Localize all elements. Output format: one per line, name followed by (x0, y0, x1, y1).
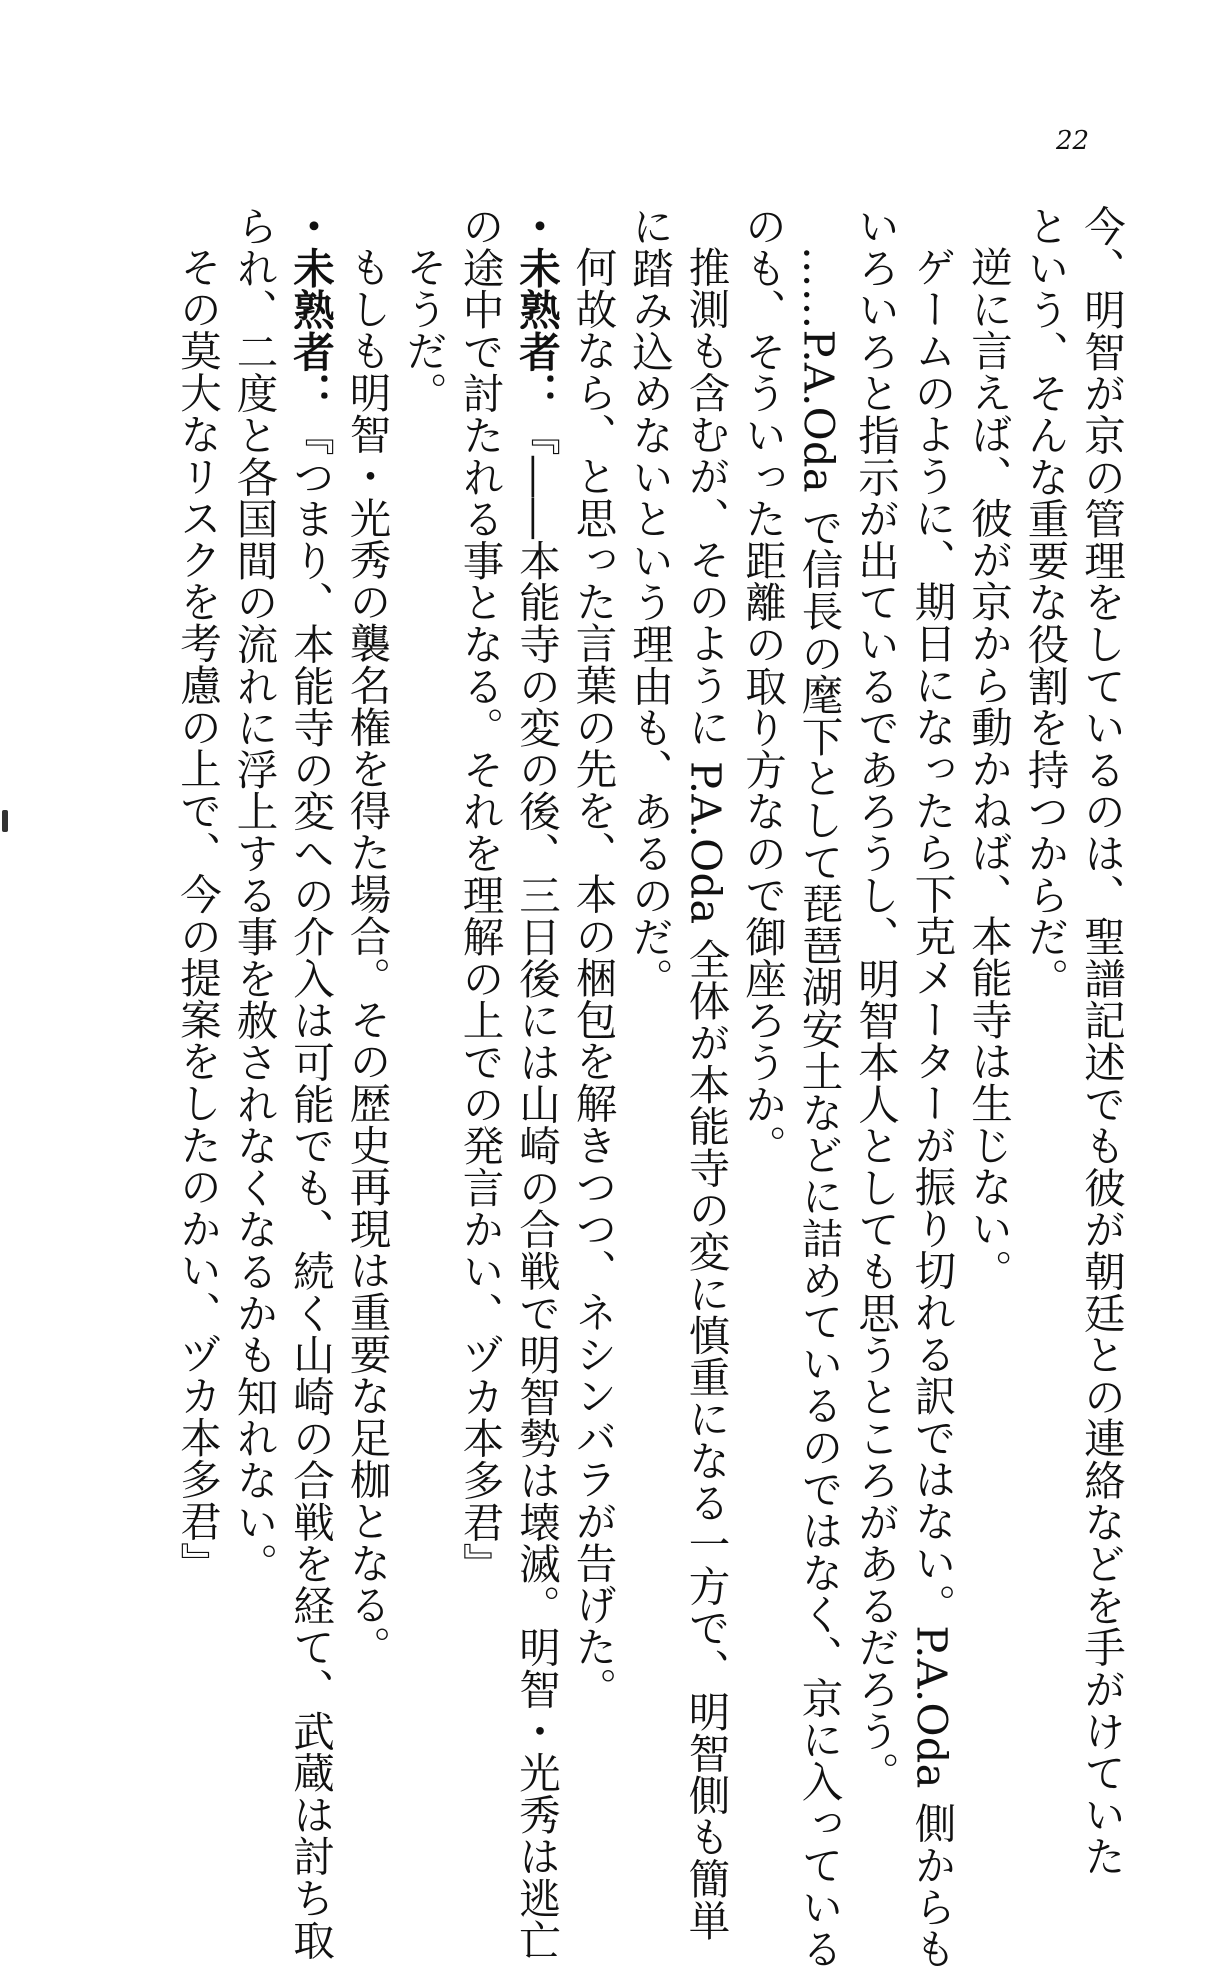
text-line (169, 205, 226, 1595)
text-line (1016, 205, 1073, 1595)
line-text: ゲームのように、期日になったら下克メーターが振り切れる訳ではない。P.A.Oda 側からも (907, 246, 957, 1969)
line-text: 『つまり、本能寺の変への介入は可能でも、続く山崎の合戦を経て、武蔵は討ち取 (286, 414, 335, 1961)
line-text: もしも明智・光秀の襲名権を得た場合。その歴史再現は重要な足枷となる。 (342, 246, 392, 1668)
line-text: 『――本能寺の変の後、三日後には山崎の合戦で明智勢は壊滅。明智・光秀は逃亡 (512, 414, 561, 1961)
text-line (847, 205, 904, 1794)
text-line (903, 205, 960, 1969)
text-line (734, 205, 791, 1595)
speaker-label: ・未熟者： (512, 205, 561, 414)
text-line (451, 205, 508, 1595)
text-line (508, 205, 565, 1961)
line-text: という、そんな重要な役割を持つからだ。 (1020, 205, 1070, 1000)
line-text: 何故なら、と思った言葉の先を、本の梱包を解きつつ、ネシンバラが告げた。 (568, 246, 618, 1709)
text-line (225, 205, 282, 1595)
vertical-text-body (169, 205, 1130, 1969)
line-text: いろいろと指示が出ているであろうし、明智本人としても思うところがあるだろう。 (851, 205, 900, 1794)
text-line (677, 205, 734, 1942)
line-text: 逆に言えば、彼が京から動かねば、本能寺は生じない。 (964, 246, 1013, 1291)
text-line (1073, 205, 1130, 1877)
line-text: のも、そういった距離の取り方なので御座ろうか。 (738, 205, 787, 1167)
scan-edge-mark (2, 810, 8, 832)
text-line (282, 205, 339, 1961)
text-line (790, 205, 847, 1969)
text-line (564, 205, 621, 1709)
line-text: その莫大なリスクを考慮の上で、今の提案をしたのかい、ヅカ本多君』 (173, 246, 222, 1584)
line-text: そうだ。 (399, 246, 448, 414)
line-text: に踏み込めないという理由も、あるのだ。 (625, 205, 674, 1000)
line-text: 今、明智が京の管理をしているのは、聖譜記述でも彼が朝廷との連絡などを手がけていた (1077, 205, 1126, 1877)
line-text: ……P.A.Oda で信長の麾下として琵琶湖安土などに詰めているのではなく、京に入っている (794, 246, 844, 1969)
text-line (960, 205, 1017, 1595)
line-text: られ、二度と各国間の流れに浮上する事を赦されなくなるかも知れない。 (229, 205, 279, 1585)
page-number: 22 (1056, 126, 1090, 156)
text-line (338, 205, 395, 1668)
line-text: 推測も含むが、そのように P.A.Oda 全体が本能寺の変に慎重になる一方で、明智側も簡単 (681, 246, 731, 1942)
text-line (621, 205, 678, 1595)
speaker-label: ・未熟者： (286, 205, 335, 414)
text-line (395, 205, 452, 1595)
line-text: の途中で討たれる事となる。それを理解の上での発言かい、ヅカ本多君』 (455, 205, 505, 1585)
